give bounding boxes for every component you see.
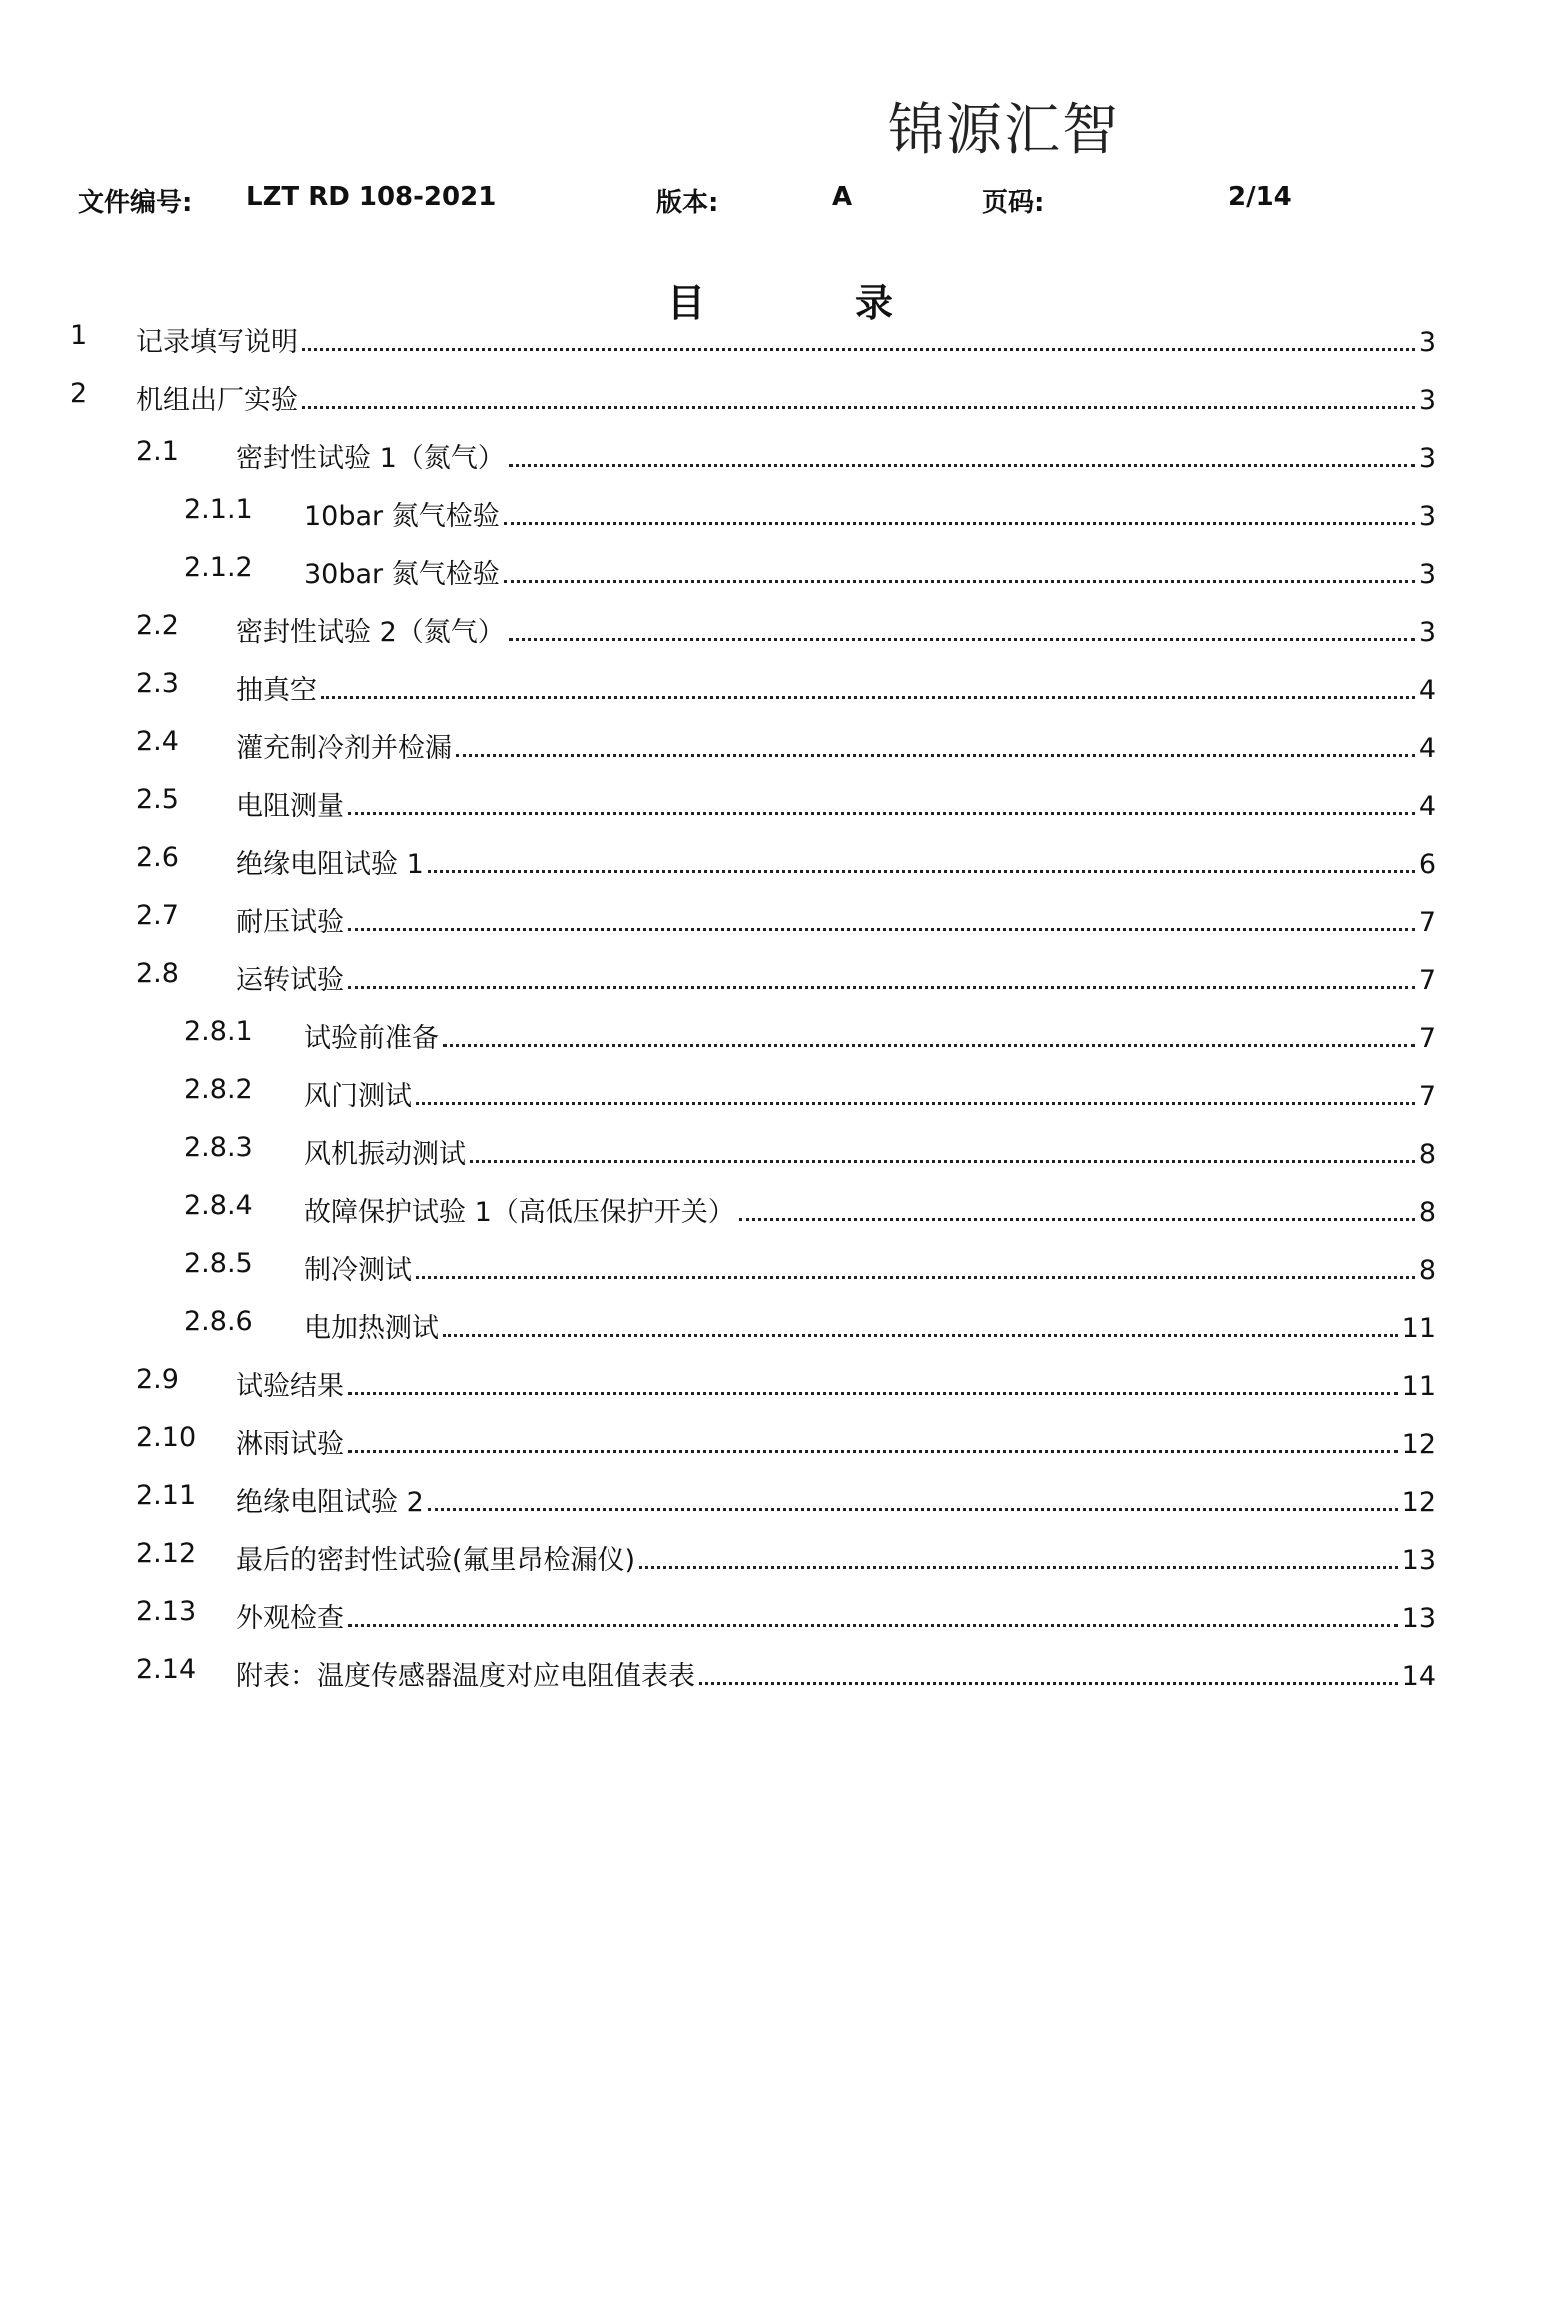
toc-entry-line	[236, 784, 1436, 823]
toc-entry-number: 2.11	[136, 1480, 197, 1511]
toc-dot-leader	[739, 1217, 1415, 1221]
toc-entry-page: 7	[1418, 965, 1436, 996]
toc-entry-page: 3	[1418, 501, 1436, 532]
toc-entry-title: 风门测试	[304, 1081, 412, 1112]
toc-entry-line	[304, 494, 1436, 533]
toc-entry-line	[136, 378, 1436, 417]
toc-dot-leader	[428, 869, 1415, 873]
toc-entry-line	[304, 1074, 1436, 1113]
version-value: A	[832, 182, 853, 212]
toc-dot-leader	[470, 1159, 1415, 1163]
toc-entry-title: 30bar 氮气检验	[304, 559, 500, 590]
toc-entry-number: 2.13	[136, 1596, 197, 1627]
toc-entry-number: 2.9	[136, 1364, 179, 1395]
doc-number-label: 文件编号:	[78, 188, 193, 218]
toc-entry	[0, 1422, 1560, 1462]
toc-entry-page: 7	[1418, 1081, 1436, 1112]
toc-entry-line	[304, 1016, 1436, 1055]
toc-entry	[0, 1480, 1560, 1520]
toc-entry-page: 14	[1401, 1661, 1436, 1692]
toc-entry-page: 7	[1418, 907, 1436, 938]
toc-dot-leader	[443, 1333, 1398, 1337]
toc-entry-page: 6	[1418, 849, 1436, 880]
toc-entry-title: 制冷测试	[304, 1255, 412, 1286]
page-number-label: 页码:	[982, 188, 1045, 218]
toc-entry-line	[236, 900, 1436, 939]
toc-entry-number: 2.1.2	[184, 552, 253, 583]
toc-entry	[0, 1654, 1560, 1694]
toc-entry	[0, 958, 1560, 998]
toc-dot-leader	[699, 1681, 1398, 1685]
toc-dot-leader	[504, 579, 1415, 583]
toc-entry-title: 淋雨试验	[236, 1429, 344, 1460]
toc-entry	[0, 436, 1560, 476]
toc-dot-leader	[504, 521, 1415, 525]
toc-entry-title: 附表：温度传感器温度对应电阻值表表	[236, 1661, 695, 1692]
toc-entry-title: 外观检查	[236, 1603, 344, 1634]
toc-dot-leader	[443, 1043, 1415, 1047]
toc-entry-line	[236, 1596, 1436, 1635]
toc-entry-number: 2.3	[136, 668, 179, 699]
toc-entry-number: 2.8.4	[184, 1190, 253, 1221]
toc-title: 目录	[666, 281, 1043, 325]
toc-entry-number: 2.1	[136, 436, 179, 467]
toc-entry-page: 11	[1401, 1371, 1436, 1402]
toc-entry-number: 2.8.2	[184, 1074, 253, 1105]
toc-entry-number: 2.14	[136, 1654, 197, 1685]
company-name: 锦源汇智	[888, 98, 1120, 163]
page-number-value: 2/14	[1228, 182, 1292, 212]
toc-entry-title: 10bar 氮气检验	[304, 501, 500, 532]
toc-entry-page: 13	[1401, 1545, 1436, 1576]
toc-entry-title: 绝缘电阻试验 1	[236, 849, 424, 880]
toc-entry	[0, 1248, 1560, 1288]
toc-entry-line	[236, 726, 1436, 765]
toc-entry-line	[236, 958, 1436, 997]
toc-dot-leader	[509, 463, 1415, 467]
toc-entry-line	[304, 1190, 1436, 1229]
toc-entry-line	[304, 1248, 1436, 1287]
toc-entry-title: 风机振动测试	[304, 1139, 466, 1170]
toc-dot-leader	[348, 1449, 1398, 1453]
toc-entry	[0, 610, 1560, 650]
toc-entry-line	[136, 320, 1436, 359]
toc-entry-line	[236, 1654, 1436, 1693]
toc-entry-title: 灌充制冷剂并检漏	[236, 733, 452, 764]
toc-entry-number: 2.5	[136, 784, 179, 815]
toc-entry-title: 试验结果	[236, 1371, 344, 1402]
toc-entry	[0, 1306, 1560, 1346]
toc-entry-number: 2.8	[136, 958, 179, 989]
doc-number-value: LZT RD 108-2021	[246, 182, 497, 212]
toc-dot-leader	[302, 405, 1415, 409]
toc-entry-page: 3	[1418, 443, 1436, 474]
toc-entry-line	[304, 1306, 1436, 1345]
toc-entry-page: 8	[1418, 1139, 1436, 1170]
toc-entry-number: 2.8.1	[184, 1016, 253, 1047]
toc-entry	[0, 1016, 1560, 1056]
toc-entry-page: 7	[1418, 1023, 1436, 1054]
toc-entry-line	[236, 1422, 1436, 1461]
toc-entry-title: 运转试验	[236, 965, 344, 996]
toc-entry-number: 1	[70, 320, 88, 351]
toc-dot-leader	[639, 1565, 1398, 1569]
toc-entry-title: 电加热测试	[304, 1313, 439, 1344]
toc-entry-number: 2.10	[136, 1422, 197, 1453]
toc-dot-leader	[509, 637, 1415, 641]
toc-entry-line	[236, 1364, 1436, 1403]
toc-entry	[0, 1132, 1560, 1172]
toc-entry-title: 密封性试验 1（氮气）	[236, 443, 505, 474]
version-label: 版本:	[656, 188, 719, 218]
toc-entry-title: 密封性试验 2（氮气）	[236, 617, 505, 648]
toc-entry-line	[236, 1538, 1436, 1577]
toc-entry	[0, 1190, 1560, 1230]
toc-dot-leader	[302, 347, 1415, 351]
toc-entry	[0, 842, 1560, 882]
toc-dot-leader	[416, 1101, 1415, 1105]
toc-entry-page: 3	[1418, 327, 1436, 358]
toc-entry	[0, 668, 1560, 708]
toc-entry-line	[304, 1132, 1436, 1171]
toc-entry	[0, 494, 1560, 534]
toc-entry-page: 8	[1418, 1197, 1436, 1228]
toc-entry-line	[236, 610, 1436, 649]
toc-entry-number: 2.1.1	[184, 494, 253, 525]
toc-entry-page: 3	[1418, 559, 1436, 590]
toc-entry-number: 2.8.3	[184, 1132, 253, 1163]
toc-entry-page: 8	[1418, 1255, 1436, 1286]
toc-entry	[0, 784, 1560, 824]
toc-entry-title: 耐压试验	[236, 907, 344, 938]
toc-dot-leader	[348, 1391, 1398, 1395]
toc-dot-leader	[321, 695, 1415, 699]
toc-entry-title: 故障保护试验 1（高低压保护开关）	[304, 1197, 735, 1228]
toc-dot-leader	[428, 1507, 1398, 1511]
toc-dot-leader	[416, 1275, 1415, 1279]
toc-entry-title: 抽真空	[236, 675, 317, 706]
toc-entry-number: 2.7	[136, 900, 179, 931]
toc-entry-line	[304, 552, 1436, 591]
toc-entry-page: 12	[1401, 1429, 1436, 1460]
toc-dot-leader	[348, 985, 1415, 989]
toc-entry-title: 电阻测量	[236, 791, 344, 822]
toc-entry-number: 2.12	[136, 1538, 197, 1569]
toc-entry	[0, 1538, 1560, 1578]
toc-entry-page: 11	[1401, 1313, 1436, 1344]
toc-entry	[0, 552, 1560, 592]
toc-entry-line	[236, 1480, 1436, 1519]
toc-entry-number: 2.8.5	[184, 1248, 253, 1279]
toc-dot-leader	[348, 1623, 1398, 1627]
toc-entry-title: 记录填写说明	[136, 327, 298, 358]
toc-entry-number: 2.6	[136, 842, 179, 873]
toc-dot-leader	[348, 927, 1415, 931]
toc-entry-number: 2.2	[136, 610, 179, 641]
toc-entry-page: 12	[1401, 1487, 1436, 1518]
toc-entry-page: 3	[1418, 385, 1436, 416]
toc-entry	[0, 1596, 1560, 1636]
toc-entry	[0, 900, 1560, 940]
toc-entry	[0, 378, 1560, 418]
toc-entry	[0, 320, 1560, 360]
toc-dot-leader	[456, 753, 1415, 757]
toc-entry-line	[236, 668, 1436, 707]
toc-entry-number: 2	[70, 378, 88, 409]
toc-entry-page: 4	[1418, 733, 1436, 764]
toc-entry	[0, 1074, 1560, 1114]
toc-entry-page: 4	[1418, 791, 1436, 822]
toc-entry-page: 4	[1418, 675, 1436, 706]
toc-entry-title: 机组出厂实验	[136, 385, 298, 416]
toc-entry-title: 绝缘电阻试验 2	[236, 1487, 424, 1518]
toc-entry-page: 13	[1401, 1603, 1436, 1634]
toc-dot-leader	[348, 811, 1415, 815]
toc-entry-line	[236, 842, 1436, 881]
toc-entry-page: 3	[1418, 617, 1436, 648]
toc-entry-line	[236, 436, 1436, 475]
toc-entry-number: 2.8.6	[184, 1306, 253, 1337]
toc-entry-number: 2.4	[136, 726, 179, 757]
toc-entry	[0, 1364, 1560, 1404]
toc-entry	[0, 726, 1560, 766]
toc-entry-title: 最后的密封性试验(氟里昂检漏仪)	[236, 1545, 636, 1576]
toc-entry-title: 试验前准备	[304, 1023, 439, 1054]
